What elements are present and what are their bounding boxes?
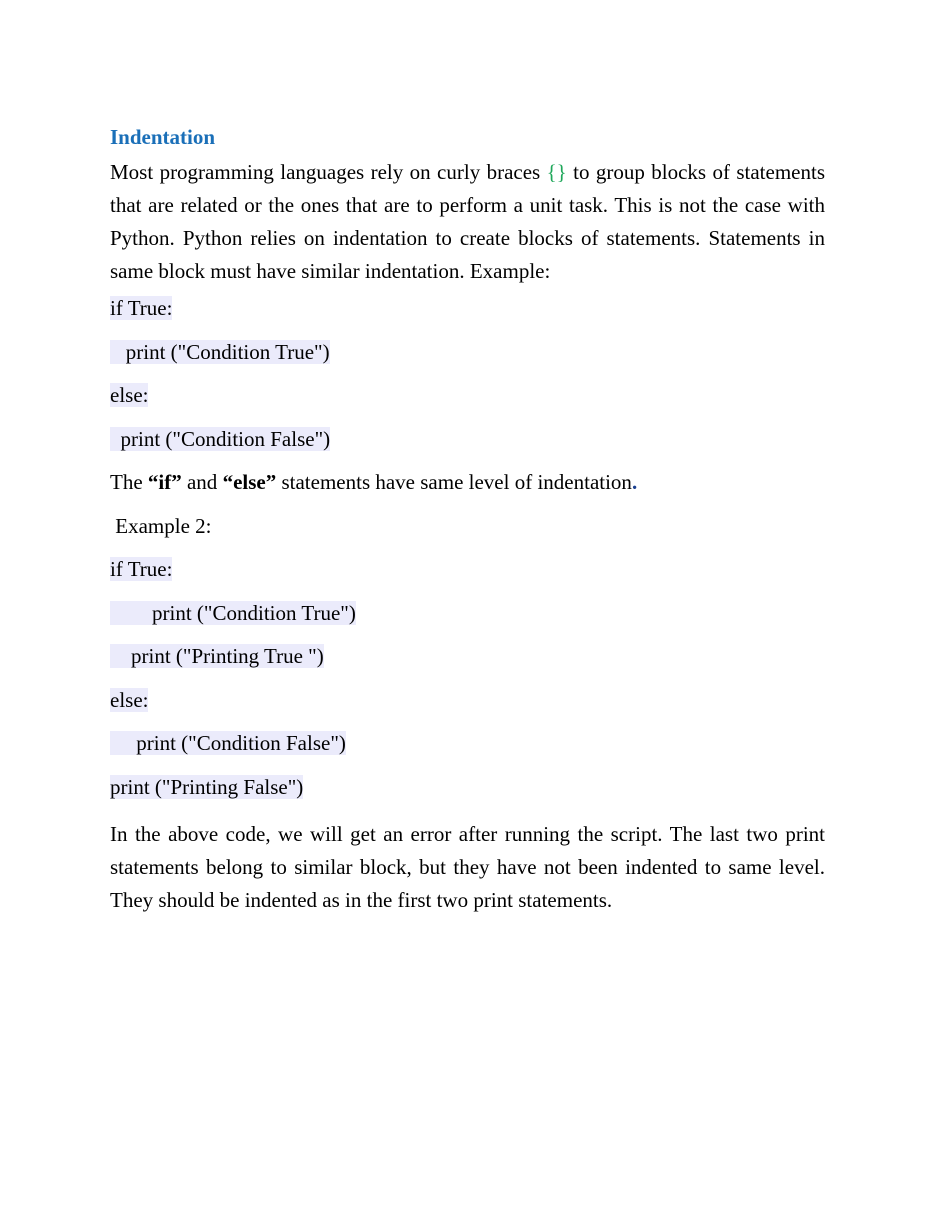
code-text: if True: <box>110 296 173 320</box>
code-text: print ("Printing True ") <box>110 644 324 668</box>
document-body <box>110 122 825 925</box>
code-text: print ("Condition True") <box>110 600 356 625</box>
code-line <box>110 688 825 713</box>
keyword-if: “if” <box>147 470 182 494</box>
code-text: else: <box>110 687 149 712</box>
note-text: and <box>181 470 223 494</box>
code-line <box>110 427 825 452</box>
curly-braces: {} <box>546 160 567 184</box>
code-text: print ("Printing False") <box>110 774 304 799</box>
conclusion-paragraph: In the above code, we will get an error after running the script. The last two print statements belong to similar block, but they have not been indented to same level. They should be indented as in the first two print statements. <box>110 822 825 912</box>
intro-paragraph <box>110 156 825 288</box>
note-period: . <box>631 470 638 494</box>
code-line <box>110 296 825 321</box>
code-text: print ("Condition False") <box>110 426 331 451</box>
example-2-label: Example 2: <box>110 513 212 538</box>
code-line <box>110 383 825 408</box>
intro-text-end: to group blocks of statements that are related or the ones that are to perform a unit task. This is not the case with Python. Python relies on indentation to create blocks of statements. Statements in same block must have similar indentation. Example: <box>110 160 825 283</box>
code-line <box>110 775 825 800</box>
code-example-2 <box>110 557 825 800</box>
code-line <box>110 557 825 582</box>
code-line <box>110 601 825 626</box>
code-line <box>110 340 825 365</box>
note-text: The <box>110 470 148 494</box>
code-text: else: <box>110 383 149 407</box>
note-text: statements have same level of indentation <box>276 470 632 494</box>
code-text: if True: <box>110 557 173 581</box>
code-text: print ("Condition True") <box>110 339 330 364</box>
code-text: print ("Condition False") <box>110 731 346 755</box>
code-line <box>110 644 825 669</box>
indentation-note <box>110 470 825 495</box>
code-line <box>110 731 825 756</box>
code-example-1 <box>110 296 825 452</box>
keyword-else: “else” <box>222 470 277 494</box>
section-heading: Indentation <box>110 125 216 149</box>
intro-text-start: Most programming languages rely on curly braces <box>110 160 547 184</box>
